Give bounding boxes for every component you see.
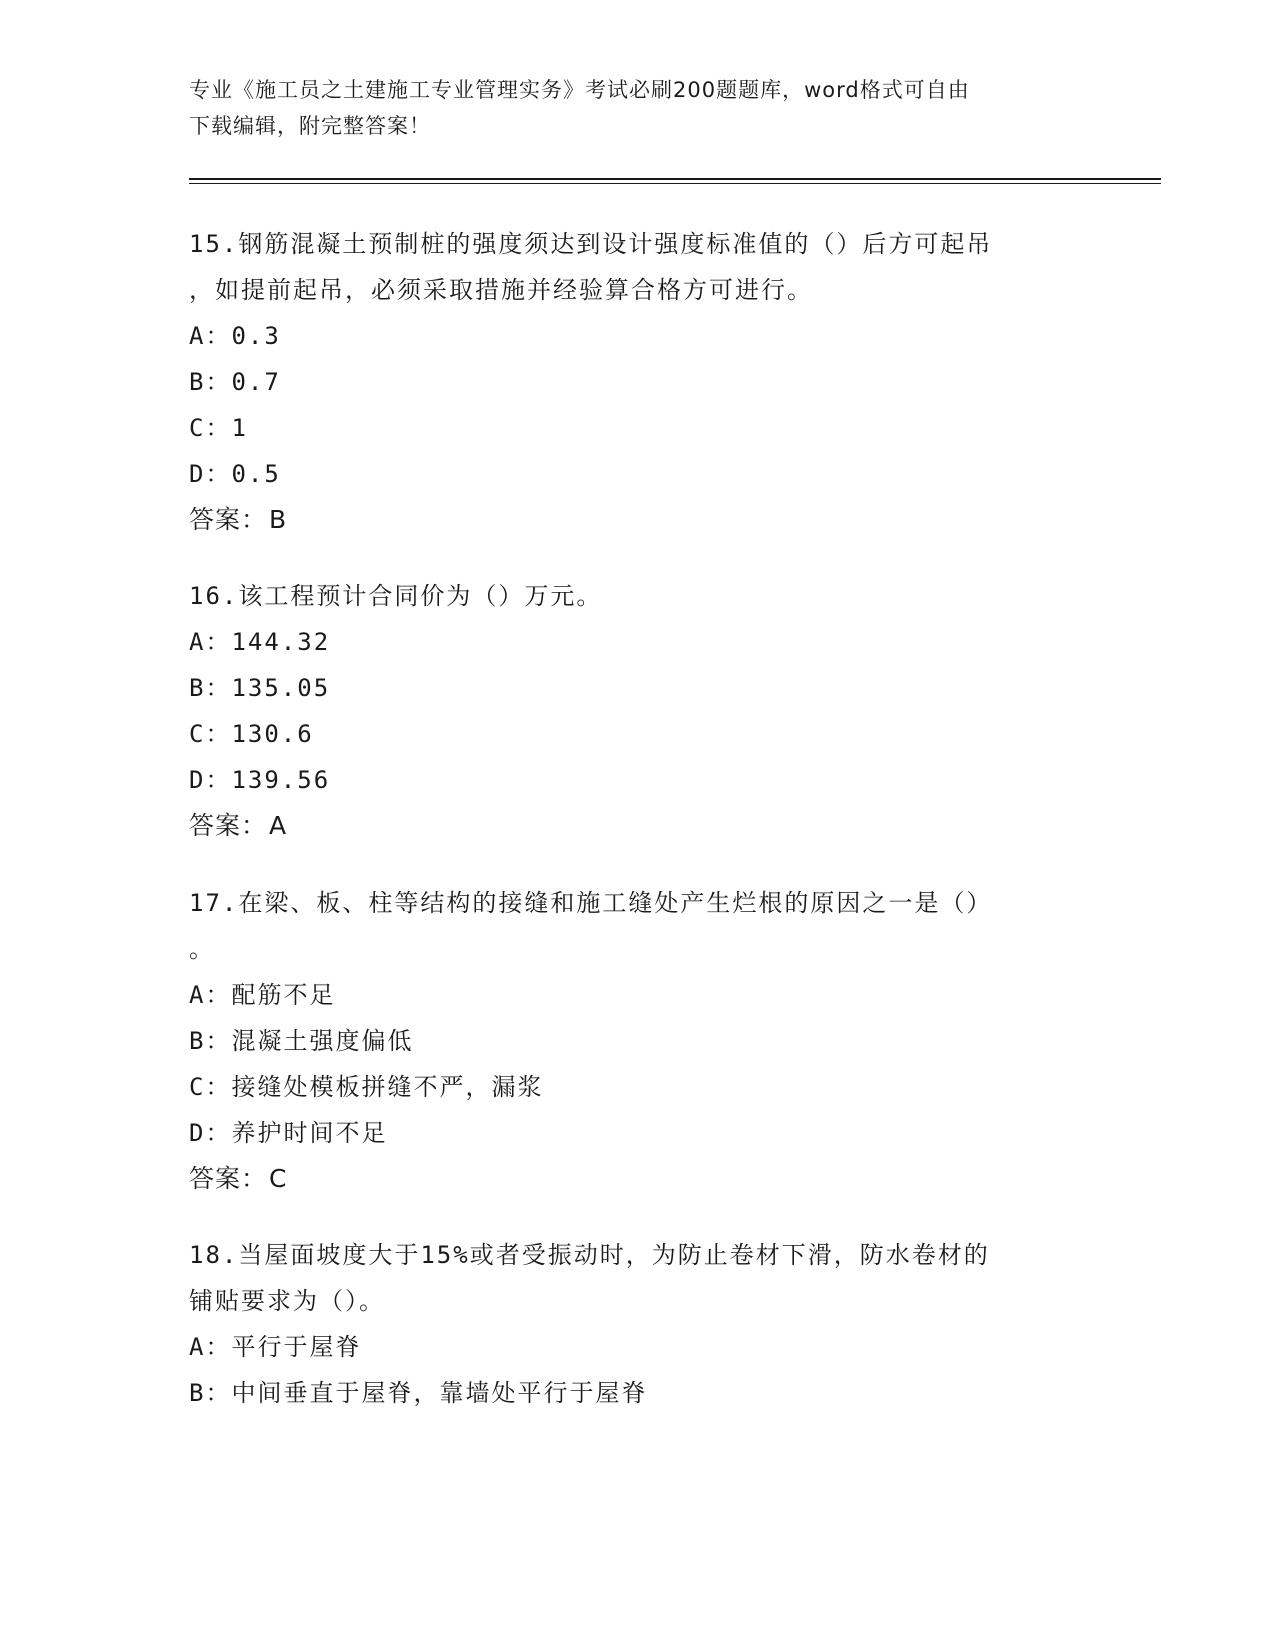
header-line-1: 专业《施工员之土建施工专业管理实务》考试必刷200题题库，word格式可自由 (189, 78, 970, 102)
option-b: B：135.05 (189, 674, 331, 702)
answer-line (189, 803, 1089, 849)
header-line-2: 下载编辑，附完整答案！ (189, 114, 431, 138)
question-stem-line: 铺贴要求为（）。 (189, 1287, 385, 1315)
header-rule-thick (189, 178, 1161, 180)
question-15 (189, 221, 1089, 543)
option-a: A：144.32 (189, 628, 331, 656)
answer-value: A (269, 811, 288, 840)
header-rule-thin (189, 183, 1161, 184)
question-stem-line: 。 (189, 935, 215, 963)
answer-label: 答案： (189, 1164, 268, 1193)
option-a: A：配筋不足 (189, 981, 336, 1009)
option-a: A：0.3 (189, 322, 281, 350)
question-stem-line: 17.在梁、板、柱等结构的接缝和施工缝处产生烂根的原因之一是（） (189, 889, 993, 917)
option-b: B：混凝土强度偏低 (189, 1027, 414, 1055)
answer-value: C (269, 1164, 288, 1193)
question-stem-line: 18.当屋面坡度大于15%或者受振动时，为防止卷材下滑，防水卷材的 (189, 1241, 990, 1269)
answer-value: B (269, 505, 288, 534)
answer-label: 答案： (189, 811, 268, 840)
answer-line (189, 497, 1089, 543)
option-d: D：养护时间不足 (189, 1119, 388, 1147)
question-17 (189, 880, 1089, 1202)
option-a: A：平行于屋脊 (189, 1333, 362, 1361)
document-header (189, 72, 1089, 144)
question-stem-line: ，如提前起吊，必须采取措施并经验算合格方可进行。 (189, 276, 813, 304)
answer-line (189, 1156, 1089, 1202)
option-b: B：0.7 (189, 368, 281, 396)
option-c: C：接缝处模板拼缝不严，漏浆 (189, 1073, 544, 1101)
question-stem-line: 15.钢筋混凝土预制桩的强度须达到设计强度标准值的（）后方可起吊 (189, 230, 993, 258)
option-c: C：1 (189, 414, 248, 442)
option-c: C：130.6 (189, 720, 314, 748)
question-18 (189, 1232, 1089, 1416)
option-d: D：0.5 (189, 460, 281, 488)
option-d: D：139.56 (189, 766, 331, 794)
option-b: B：中间垂直于屋脊，靠墙处平行于屋脊 (189, 1379, 648, 1407)
answer-label: 答案： (189, 505, 268, 534)
question-16 (189, 573, 1089, 849)
question-stem-line: 16.该工程预计合同价为（）万元。 (189, 582, 603, 610)
